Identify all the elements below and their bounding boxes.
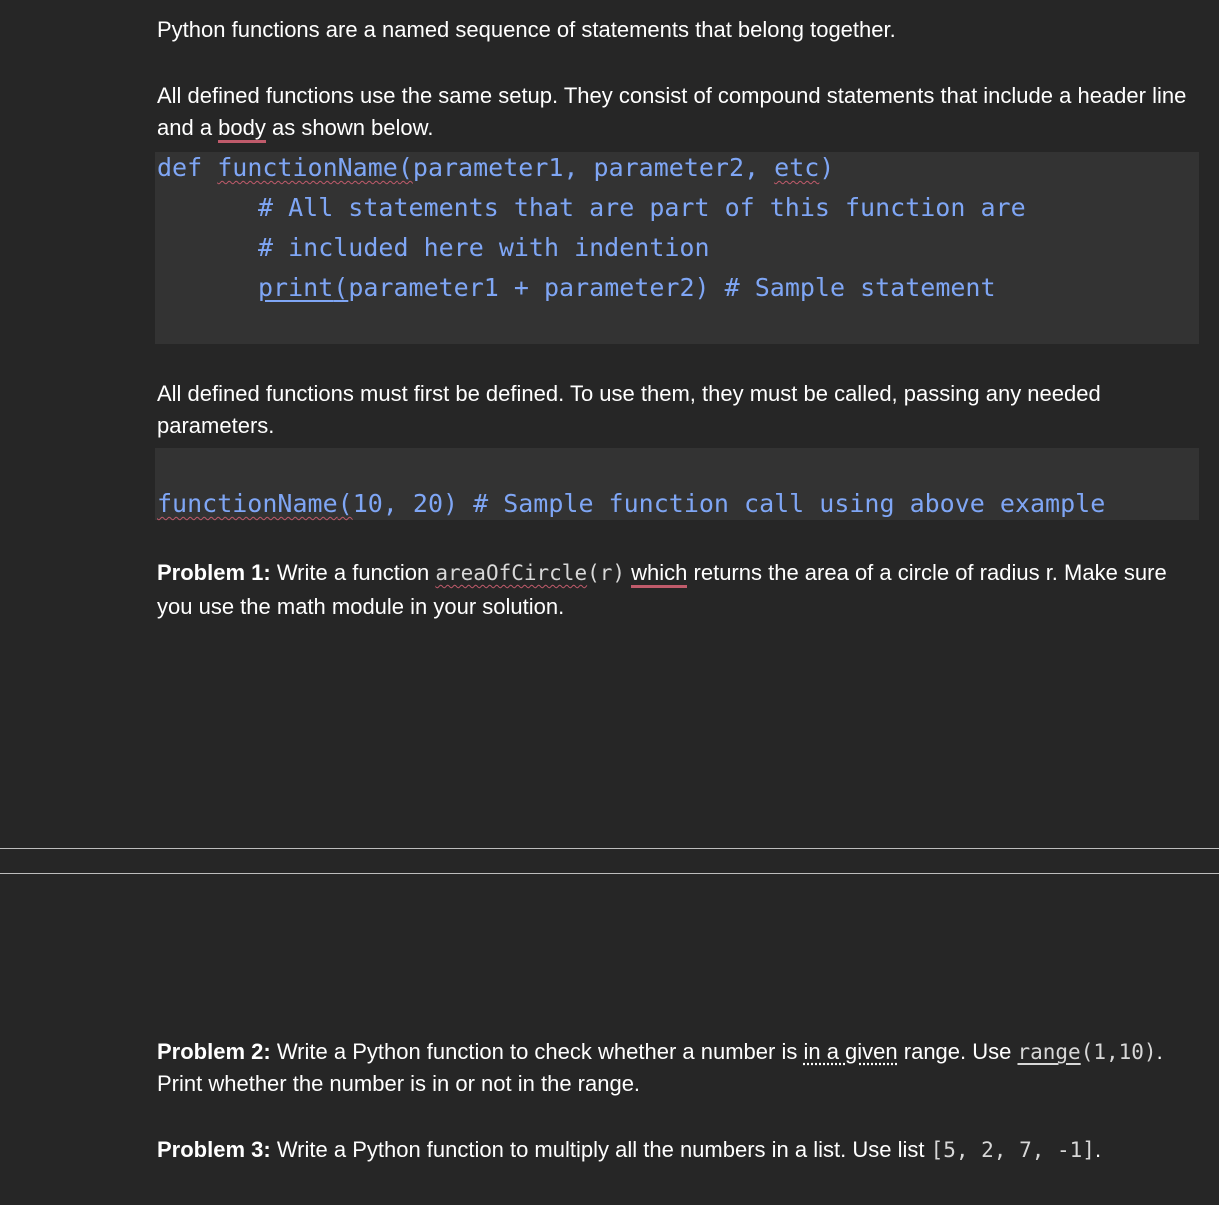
body-word: body (218, 115, 266, 143)
range-args: (1,10) (1080, 1040, 1157, 1064)
problem-2-text-a: Write a Python function to check whether a number is (270, 1039, 804, 1064)
problem-1-code-arg: (r) (587, 561, 626, 585)
range-code: range (1017, 1040, 1081, 1064)
problem-3-period: . (1094, 1137, 1102, 1162)
problem-2-text-b: range. Use (897, 1039, 1018, 1064)
code-line-print (258, 268, 996, 308)
etc-word: etc (774, 153, 820, 182)
list-code: [5, 2, 7, -1] (930, 1138, 1095, 1162)
problem-3-label: Problem 3: (157, 1137, 271, 1162)
def-keyword: def (157, 153, 218, 182)
params: parameter1, parameter2, (412, 153, 775, 182)
code-line-def (157, 148, 834, 188)
paren-open: ( (397, 153, 413, 182)
code-line-call (157, 484, 1105, 524)
print-keyword: print (258, 273, 334, 302)
intro-line (157, 14, 1207, 46)
code-line-comment-2: # included here with indention (258, 233, 710, 262)
code-line-comment-1: # All statements that are part of this function are (258, 193, 1026, 222)
problem-1-code: areaOfCircle (435, 561, 588, 585)
which-word: which (631, 560, 687, 588)
call-function-name: functionName (157, 489, 338, 518)
divider-bottom (0, 873, 1219, 874)
print-paren: ( (333, 273, 349, 302)
setup-text-b: as shown below. (265, 115, 434, 140)
print-rest: parameter1 + parameter2) # Sample statement (348, 273, 996, 302)
function-name: functionName (217, 153, 398, 182)
define-paragraph: All defined functions must first be defined. To use them, they must be called, passing any needed parameters. (157, 381, 1101, 438)
intro-text: Python functions are a named sequence of statements that belong together. (157, 17, 896, 42)
problem-2-text-c: . Print whether the number is in or not in the range. (157, 1039, 1163, 1096)
problem-3 (157, 1134, 1177, 1166)
call-paren: ( (337, 489, 353, 518)
paren-close: ) (819, 153, 835, 182)
problem-2-label: Problem 2: (157, 1039, 271, 1064)
setup-paragraph (157, 80, 1207, 144)
divider-top (0, 848, 1219, 849)
problem-3-text-a: Write a Python function to multiply all the numbers in a list. Use list (270, 1137, 931, 1162)
setup-text-a: All defined functions use the same setup. They consist of compound statements that include a header line and a (157, 83, 1187, 140)
problem-1-label: Problem 1: (157, 560, 271, 585)
problem-2 (157, 1036, 1207, 1100)
problem-1-text-b: returns the area of a circle of radius r. Make sure you use the math module in your solution. (157, 560, 1167, 619)
dotted-phrase: in a given (803, 1039, 898, 1064)
problem-1 (157, 556, 1207, 624)
problem-1-text-a: Write a function (270, 560, 436, 585)
call-rest: 10, 20) # Sample function call using above example (352, 489, 1106, 518)
